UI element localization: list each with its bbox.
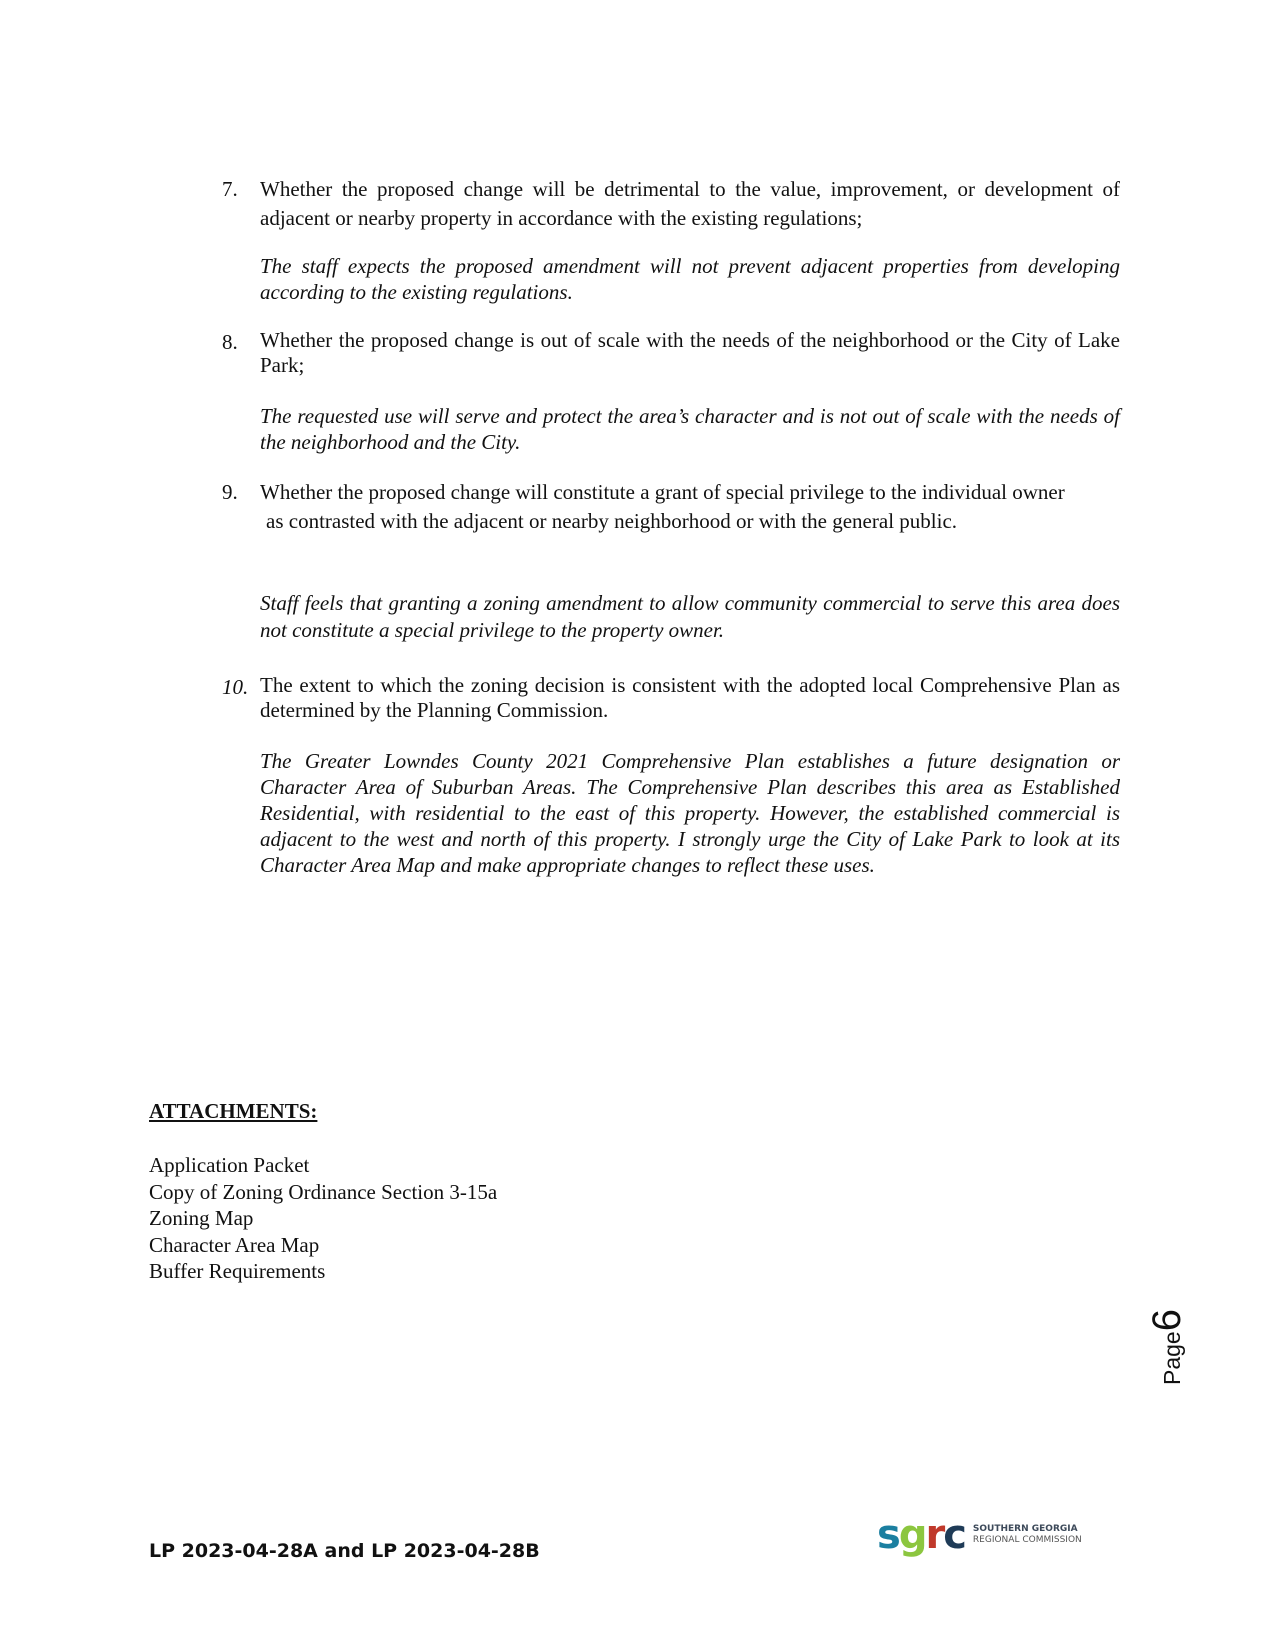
attachment-item: Zoning Map <box>149 1206 254 1230</box>
criterion-question: Whether the proposed change is out of scale with the needs of the neighborhood or the City of Lake Park; <box>260 328 1120 377</box>
logo-text <box>973 1524 1082 1546</box>
attachments-heading: ATTACHMENTS: <box>149 1099 318 1123</box>
logo-letter: c <box>943 1512 965 1558</box>
logo-line-1: SOUTHERN GEORGIA <box>972 1524 1078 1534</box>
logo-line-2: REGIONAL COMMISSION <box>972 1535 1082 1545</box>
criterion-question-continued: as contrasted with the adjacent or nearby neighborhood or with the general public. <box>266 509 958 533</box>
criterion-item-7 <box>222 175 1120 233</box>
page-label: Page <box>1159 1331 1185 1385</box>
criterion-answer: The staff expects the proposed amendment will not prevent adjacent properties from developing according to the existing regulations. <box>260 254 1120 304</box>
attachment-item: Character Area Map <box>149 1232 320 1257</box>
attachment-item: Copy of Zoning Ordinance Section 3-15a <box>149 1179 498 1204</box>
criterion-question: Whether the proposed change will be detrimental to the value, improvement, or development of adjacent or nearby property in accordance with the existing regulations; <box>260 177 1120 230</box>
criterion-item-10 <box>222 673 1120 723</box>
criterion-number: 10. <box>222 675 249 699</box>
footer-case-id: LP 2023-04-28A and LP 2023-04-28B <box>149 1540 540 1562</box>
criterion-question: The extent to which the zoning decision is consistent with the adopted local Comprehensive Plan as determined by the Planning Commission. <box>260 673 1120 722</box>
criterion-item-9 <box>222 478 1120 536</box>
criterion-number: 9. <box>222 480 238 504</box>
logo-letter: s <box>877 1512 899 1558</box>
criterion-item-8 <box>222 328 1120 378</box>
sgrc-logo <box>877 1512 1082 1558</box>
criterion-number: 8. <box>222 330 238 354</box>
page-number-value: 6 <box>1145 1309 1189 1332</box>
criterion-answer: The Greater Lowndes County 2021 Comprehensive Plan establishes a future designation or Character Area of Suburban Areas. The Comprehensive Plan describes this area as Established Residential, with residential to the east of this property. However, the established commercial is adjacent to the west and north of this property. I strongly urge the City of Lake Park to look at its Character Area Map and make appropriate changes to reflect these uses. <box>260 749 1120 877</box>
criterion-answer: Staff feels that granting a zoning amendment to allow community commercial to serve this area does not constitute a special privilege to the property owner. <box>260 591 1120 642</box>
criterion-question: Whether the proposed change will constitute a grant of special privilege to the individual owner <box>260 480 1065 504</box>
logo-letter: r <box>925 1512 944 1558</box>
attachment-item: Application Packet <box>149 1153 310 1177</box>
attachments-list <box>149 1152 497 1285</box>
criterion-answer: The requested use will serve and protect the area’s character and is not out of scale with the needs of the neighborhood and the City. <box>260 404 1120 454</box>
page-number <box>1145 1265 1205 1385</box>
logo-letter: g <box>898 1512 926 1558</box>
criterion-number: 7. <box>222 177 238 201</box>
attachment-item: Buffer Requirements <box>149 1259 326 1283</box>
logo-mark <box>877 1512 965 1558</box>
